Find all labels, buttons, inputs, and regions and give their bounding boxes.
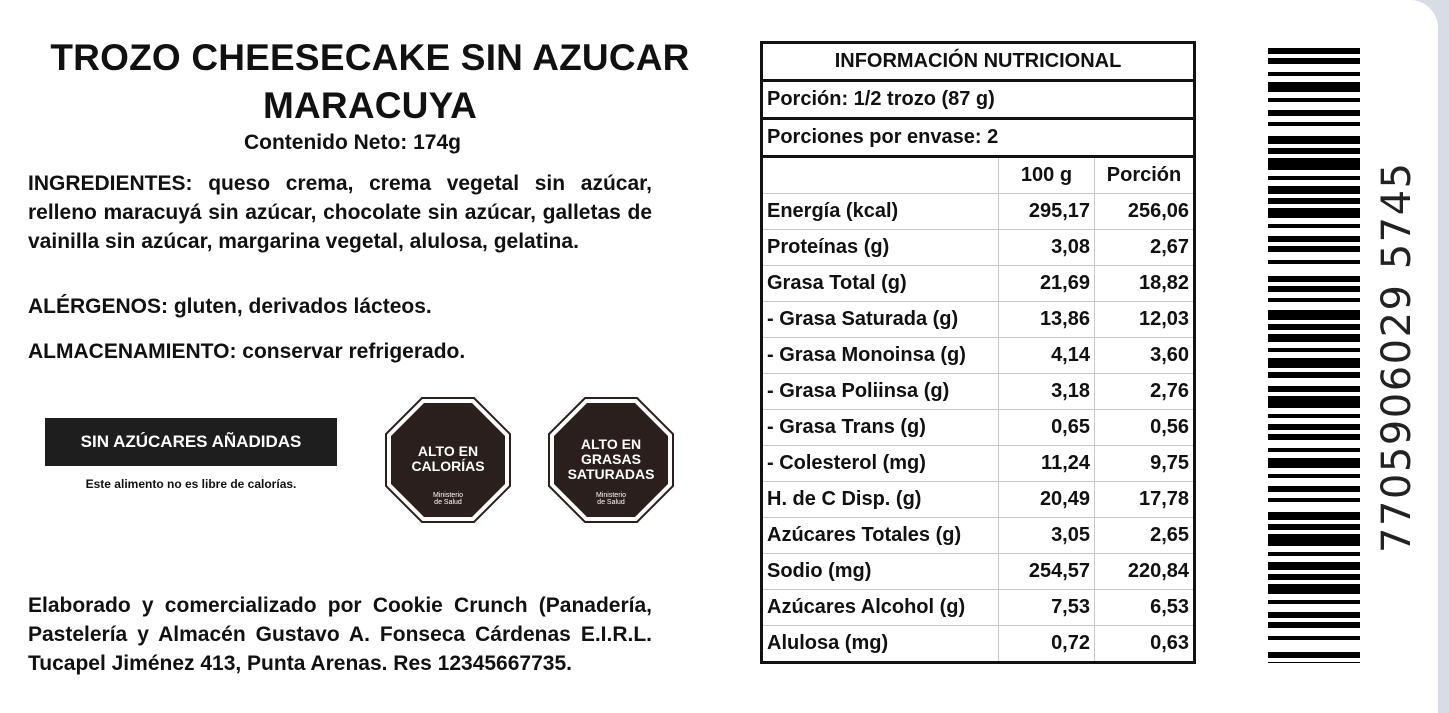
barcode-bar (1268, 358, 1360, 368)
barcode-bar (1268, 574, 1360, 580)
barcode-bar (1268, 198, 1360, 204)
nutrient-name: Energía (kcal) (762, 194, 999, 230)
barcode-bar (1268, 334, 1360, 342)
barcode-bar (1268, 286, 1360, 292)
barcode-bar (1268, 310, 1360, 320)
value-portion: 256,06 (1095, 194, 1195, 230)
nutrition-table (760, 41, 1196, 664)
nutrition-row (762, 482, 1195, 518)
barcode-bar (1268, 524, 1360, 530)
barcode-bar (1268, 396, 1360, 408)
barcode-bar (1268, 298, 1360, 302)
value-portion: 17,78 (1095, 482, 1195, 518)
nutrition-row (762, 230, 1195, 266)
barcode-icon (1268, 48, 1360, 663)
value-100g: 0,65 (999, 410, 1095, 446)
nutrition-row (762, 518, 1195, 554)
nutrition-row (762, 374, 1195, 410)
value-portion: 2,65 (1095, 518, 1195, 554)
barcode-bar (1268, 424, 1360, 430)
storage-text: ALMACENAMIENTO: conservar refrigerado. (28, 340, 466, 363)
nutrition-row (762, 554, 1195, 590)
barcode-bar (1268, 612, 1360, 618)
servings-per-container: Porciones por envase: 2 (762, 119, 1195, 157)
barcode-bar (1268, 636, 1360, 640)
nutrient-name: Alulosa (mg) (762, 626, 999, 663)
value-portion: 2,76 (1095, 374, 1195, 410)
nutrition-row (762, 590, 1195, 626)
nutrition-row (762, 194, 1195, 230)
seal2-line2: GRASAS (581, 451, 641, 467)
value-100g: 7,53 (999, 590, 1095, 626)
barcode-bar (1268, 552, 1360, 556)
nutrient-name: Azúcares Totales (g) (762, 518, 999, 554)
value-100g: 11,24 (999, 446, 1095, 482)
barcode-bar (1268, 158, 1360, 170)
barcode-bar (1268, 110, 1360, 116)
barcode-bar (1268, 276, 1360, 282)
barcode-bar (1268, 176, 1360, 180)
nutrition-row (762, 626, 1195, 663)
value-100g: 20,49 (999, 482, 1095, 518)
value-100g: 254,57 (999, 554, 1095, 590)
barcode-bar (1268, 498, 1360, 502)
value-portion: 2,67 (1095, 230, 1195, 266)
value-portion: 6,53 (1095, 590, 1195, 626)
ingredients-text: INGREDIENTES: queso crema, crema vegetal sin azúcar, relleno maracuyá sin azúcar, chocolate sin azúcar, galletas de vainilla sin azúcar, margarina vegetal, alulosa, gelatina. (28, 172, 652, 253)
product-title-line1: TROZO CHEESECAKE SIN AZUCAR (50, 37, 690, 78)
seal2-ministry1: Ministerio (596, 492, 626, 499)
barcode-digits: 7705906029 5745 (1374, 161, 1420, 553)
barcode-bar (1268, 458, 1360, 468)
seal1-ministry2: de Salud (434, 499, 462, 506)
barcode-bar (1268, 208, 1360, 218)
nutrient-name: - Grasa Saturada (g) (762, 302, 999, 338)
column-header-100g: 100 g (999, 157, 1095, 194)
barcode-bar (1268, 448, 1360, 452)
barcode-bar (1268, 58, 1360, 64)
product-title (0, 34, 740, 130)
value-portion: 220,84 (1095, 554, 1195, 590)
value-100g: 4,14 (999, 338, 1095, 374)
seal1-line1: ALTO EN (417, 443, 479, 459)
nutrition-row (762, 266, 1195, 302)
column-header-portion: Porción (1095, 157, 1195, 194)
value-portion: 0,63 (1095, 626, 1195, 663)
seal2-line3: SATURADAS (567, 466, 655, 482)
nutrition-row (762, 338, 1195, 374)
barcode-bar (1268, 186, 1360, 194)
value-100g: 3,18 (999, 374, 1095, 410)
value-portion: 0,56 (1095, 410, 1195, 446)
barcode-bar (1268, 652, 1360, 658)
nutrition-row (762, 302, 1195, 338)
value-portion: 9,75 (1095, 446, 1195, 482)
value-100g: 21,69 (999, 266, 1095, 302)
nutrient-name: Azúcares Alcohol (g) (762, 590, 999, 626)
high-calories-seal (385, 397, 511, 523)
nutrient-name: Proteínas (g) (762, 230, 999, 266)
value-100g: 3,05 (999, 518, 1095, 554)
nutrient-name: H. de C Disp. (g) (762, 482, 999, 518)
net-content: Contenido Neto: 174g (243, 131, 461, 154)
barcode-bar (1268, 236, 1360, 242)
barcode-bar (1268, 98, 1360, 102)
barcode-bar (1268, 372, 1360, 378)
value-100g: 295,17 (999, 194, 1095, 230)
column-header-blank (762, 157, 999, 194)
barcode-bar (1268, 82, 1360, 92)
barcode-bar (1268, 246, 1360, 252)
barcode-bar (1268, 260, 1360, 264)
barcode-bar (1268, 148, 1360, 154)
barcode-bar (1268, 122, 1360, 126)
seal1-ministry1: Ministerio (433, 492, 463, 499)
value-portion: 18,82 (1095, 266, 1195, 302)
value-100g: 13,86 (999, 302, 1095, 338)
nutrition-title-row (762, 43, 1195, 81)
value-100g: 0,72 (999, 626, 1095, 663)
seal1-line2: CALORÍAS (411, 458, 485, 474)
high-saturated-fat-seal (548, 397, 674, 523)
seal2-line1: ALTO EN (580, 436, 642, 452)
nutrient-name: - Grasa Poliinsa (g) (762, 374, 999, 410)
nutrient-name: - Colesterol (mg) (762, 446, 999, 482)
nutrient-name: - Grasa Trans (g) (762, 410, 999, 446)
servings-row (762, 119, 1195, 157)
barcode-bar (1268, 224, 1360, 228)
portion-size: Porción: 1/2 trozo (87 g) (762, 81, 1195, 119)
no-added-sugar-badge: SIN AZÚCARES AÑADIDAS (45, 418, 337, 466)
barcode-bar (1268, 600, 1360, 604)
allergens-text: ALÉRGENOS: gluten, derivados lácteos. (28, 295, 432, 318)
value-portion: 3,60 (1095, 338, 1195, 374)
barcode-bar (1268, 474, 1360, 478)
seal2-ministry2: de Salud (597, 499, 625, 506)
value-100g: 3,08 (999, 230, 1095, 266)
product-title-line2: MARACUYA (262, 85, 478, 126)
barcode-bar (1268, 622, 1360, 628)
nutrition-title: INFORMACIÓN NUTRICIONAL (762, 43, 1195, 81)
barcode-bar (1268, 136, 1360, 144)
nutrition-row (762, 410, 1195, 446)
barcode-bar (1268, 72, 1360, 76)
barcode-bar (1268, 434, 1360, 440)
column-header-row (762, 157, 1195, 194)
calorie-note: Este alimento no es libre de calorías. (85, 477, 297, 491)
barcode-bar (1268, 562, 1360, 570)
manufacturer-text: Elaborado y comercializado por Cookie Crunch (Panadería, Pastelería y Almacén Gustavo A. Fonseca Cárdenas E.I.R.L. Tucapel Jiménez 413, Punta Arenas. Res 12345667735. (28, 594, 652, 675)
nutrient-name: Sodio (mg) (762, 554, 999, 590)
barcode-bar (1268, 534, 1360, 546)
barcode-bar (1268, 414, 1360, 418)
barcode-bar (1268, 662, 1360, 663)
value-portion: 12,03 (1095, 302, 1195, 338)
portion-row (762, 81, 1195, 119)
nutrient-name: Grasa Total (g) (762, 266, 999, 302)
nutrition-row (762, 446, 1195, 482)
barcode-bar (1268, 348, 1360, 352)
barcode-bar (1268, 584, 1360, 594)
barcode-bar (1268, 486, 1360, 492)
barcode-bar (1268, 48, 1360, 54)
barcode-bar (1268, 324, 1360, 330)
nutrient-name: - Grasa Monoinsa (g) (762, 338, 999, 374)
barcode-bar (1268, 386, 1360, 392)
barcode-bar (1268, 512, 1360, 520)
